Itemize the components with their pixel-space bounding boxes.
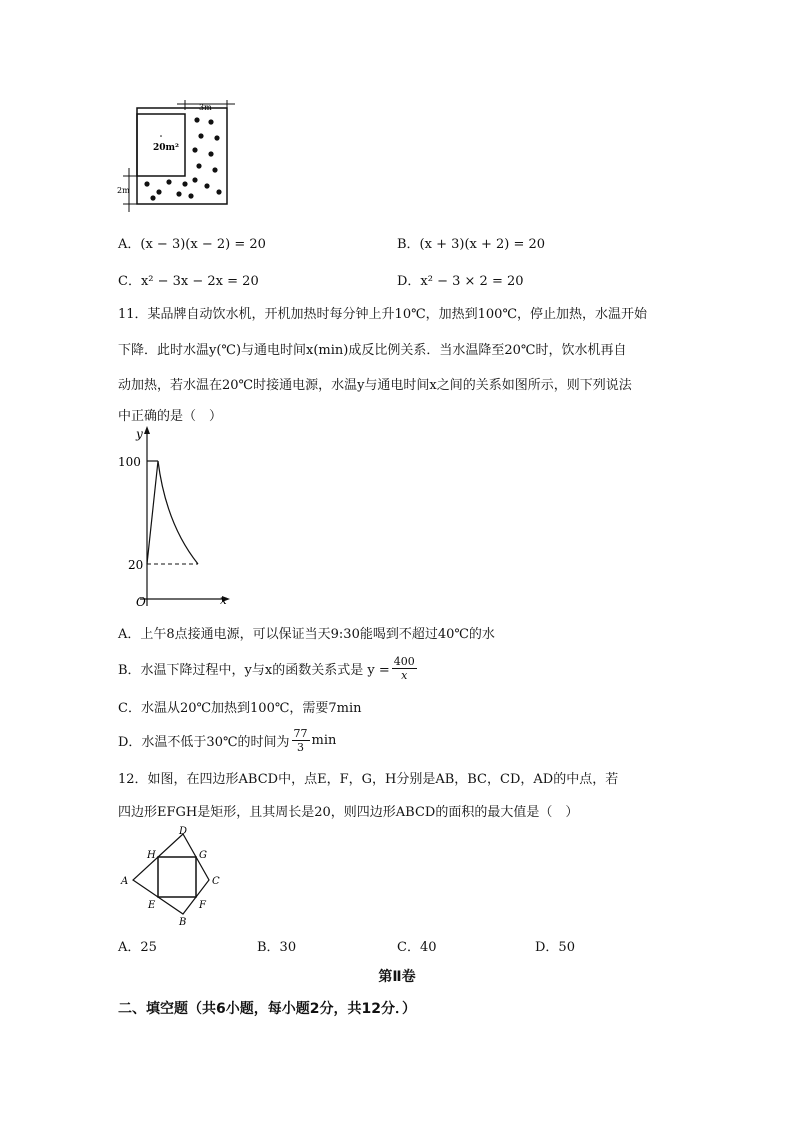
rect-efgh xyxy=(158,857,196,897)
tick-20-label: 20 xyxy=(128,558,144,572)
q12-option-a: A．25 xyxy=(118,940,157,955)
side-width-label: 2m xyxy=(117,186,130,195)
q12-option-d: D．50 xyxy=(535,940,575,955)
quad-abcd xyxy=(133,834,209,914)
q11-option-c: C．水温从20℃加热到100℃，需要7min xyxy=(118,701,362,716)
cooling-curve xyxy=(158,461,198,564)
label-e: E xyxy=(148,900,156,911)
q11-option-d-unit: min xyxy=(311,732,337,748)
q10-option-b: B．(x + 3)(x + 2) = 20 xyxy=(397,237,546,252)
q10-option-c: C．x² − 3x − 2x = 20 xyxy=(118,274,259,289)
q11-option-b-den: x xyxy=(401,668,408,682)
q10-figure xyxy=(115,98,245,216)
q11-graph xyxy=(118,424,238,614)
q11-option-b xyxy=(118,650,419,686)
q11-stem-line1: 11．某品牌自动饮水机，开机加热时每分钟上升10℃，加热到100℃，停止加热，水温开始 xyxy=(118,307,647,322)
q11-option-b-num: 400 xyxy=(393,654,415,668)
x-axis-label: x xyxy=(220,593,227,607)
label-a: A xyxy=(121,876,129,887)
q11-option-d xyxy=(118,722,336,758)
y-axis-label: y xyxy=(136,427,143,441)
origin-label: O xyxy=(136,595,146,609)
q10-option-a: A．(x − 3)(x − 2) = 20 xyxy=(118,237,266,252)
label-d: D xyxy=(179,826,188,837)
q11-option-d-num: 77 xyxy=(293,726,308,740)
label-g: G xyxy=(199,850,207,861)
q11-option-d-text: D．水温不低于30℃的时间为 xyxy=(118,734,290,750)
q12-figure xyxy=(115,824,230,928)
q12-option-b: B．30 xyxy=(257,940,297,955)
q11-option-d-den: 3 xyxy=(297,740,305,754)
area-label: 20m² xyxy=(153,143,179,153)
q11-option-a: A．上午8点接通电源，可以保证当天9:30能喝到不超过40℃的水 xyxy=(118,627,495,642)
q11-stem-line2: 下降．此时水温y(℃)与通电时间x(min)成反比例关系．当水温降至20℃时，饮水机再自 xyxy=(118,343,627,358)
q10-option-d: D．x² − 3 × 2 = 20 xyxy=(397,274,524,289)
q12-stem-line1: 12．如图，在四边形ABCD中，点E，F，G，H分别是AB，BC，CD，AD的中点，若 xyxy=(118,772,619,787)
part2-heading: 二、填空题（共6小题，每小题2分，共12分．） xyxy=(118,1001,416,1017)
tick-100-label: 100 xyxy=(118,455,141,469)
q11-option-b-fraction xyxy=(392,655,417,682)
heating-line xyxy=(147,461,158,564)
q11-stem-line4: 中正确的是（ ） xyxy=(118,409,223,424)
section-title: 第Ⅱ卷 xyxy=(378,969,416,985)
q12-option-c: C．40 xyxy=(397,940,437,955)
q11-option-b-text: B．水温下降过程中，y与x的函数关系式是 y = xyxy=(118,662,390,678)
label-c: C xyxy=(212,876,220,887)
flower-dots xyxy=(144,117,221,200)
q11-option-d-fraction xyxy=(292,727,310,754)
q12-stem-line2: 四边形EFGH是矩形，且其周长是20，则四边形ABCD的面积的最大值是（ ） xyxy=(118,805,579,820)
label-f: F xyxy=(199,900,206,911)
label-b: B xyxy=(179,917,187,928)
y-axis-arrow xyxy=(144,426,150,434)
top-width-label: 3m xyxy=(199,103,212,112)
q11-stem-line3: 动加热，若水温在20℃时接通电源，水温y与通电时间x之间的关系如图所示，则下列说法 xyxy=(118,378,632,393)
label-h: H xyxy=(147,850,156,861)
